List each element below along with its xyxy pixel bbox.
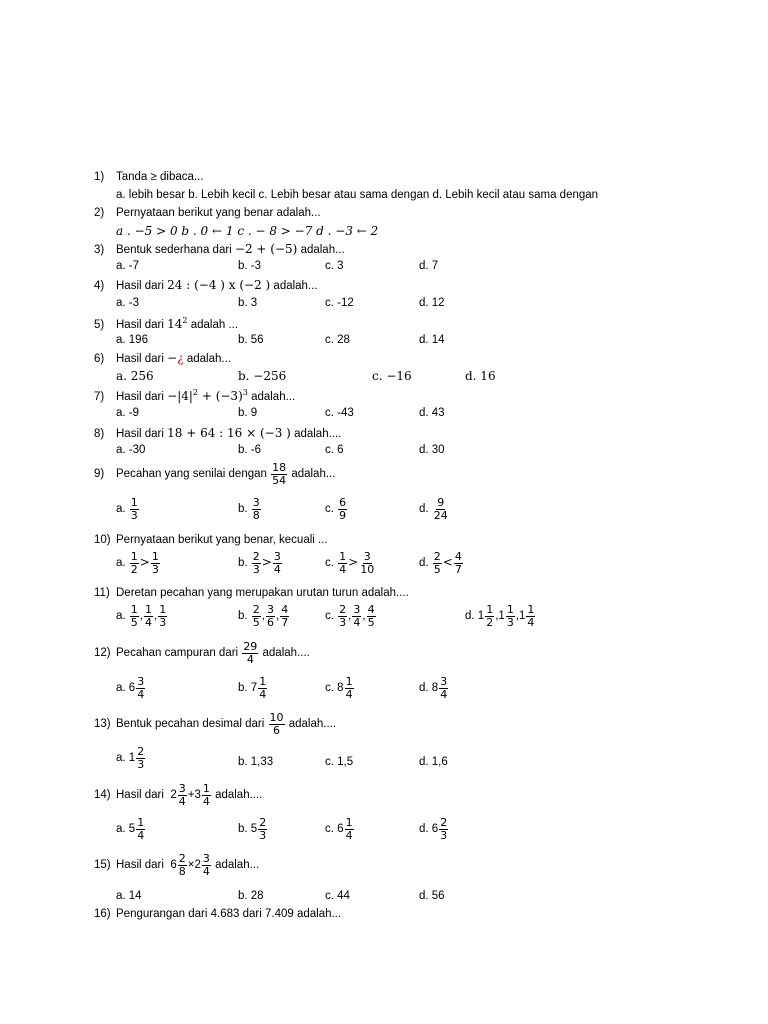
operator: > [261, 555, 272, 570]
numerator: 9 [437, 496, 445, 509]
option-letter: d. [419, 503, 429, 516]
fraction [178, 783, 187, 807]
question-number: 1) [94, 171, 105, 183]
fraction [269, 712, 285, 736]
math-expression: −2 + (−5) [234, 242, 298, 256]
fraction [367, 604, 376, 628]
option-c [325, 817, 355, 841]
option-c: c. 6 [325, 444, 344, 456]
fraction [258, 676, 267, 700]
whole-number: 5 [128, 823, 136, 836]
denominator: 4 [178, 794, 186, 808]
option-letter: a. [116, 752, 126, 765]
option-d: d. 1,6 [419, 756, 448, 768]
denominator: 7 [454, 562, 462, 576]
denominator: 4 [353, 615, 361, 629]
fraction [433, 551, 442, 575]
numerator: 4 [367, 603, 375, 616]
denominator: 9 [339, 508, 347, 522]
option-letter: c. [325, 823, 334, 836]
question-2 [94, 207, 321, 219]
question-text: Pecahan yang senilai dengan [116, 468, 267, 481]
question-6 [94, 351, 231, 365]
question-number: 10) [94, 534, 111, 546]
fraction [252, 604, 261, 628]
question-number: 14) [94, 789, 111, 802]
fraction [130, 497, 139, 521]
option-b: b. -3 [238, 260, 262, 272]
denominator: 4 [527, 615, 535, 629]
denominator: 3 [159, 615, 167, 629]
math-expression: 24 : (−4 ) x (−2 ) [167, 278, 271, 292]
denominator: 4 [339, 562, 347, 576]
math-expression: 18 + 64 : 16 × (−3 ) [167, 426, 291, 440]
numerator: 3 [252, 496, 260, 509]
numerator: 1 [506, 603, 514, 616]
denominator: 3 [130, 508, 138, 522]
numerator: 1 [202, 782, 210, 795]
question-text: adalah.... [294, 428, 342, 440]
denominator: 4 [137, 687, 145, 701]
fraction [526, 604, 535, 628]
operator: < [442, 555, 453, 570]
option-letter: d. [419, 823, 429, 836]
numerator: 3 [353, 603, 361, 616]
question-text: Hasil dari [116, 280, 164, 292]
question-15 [94, 853, 259, 877]
numerator: 10 [269, 711, 284, 724]
option-letter: a. [116, 503, 126, 516]
option-letter: c. [325, 503, 334, 516]
option-b [238, 551, 283, 575]
option-a: a. $\frac{1}{5}$ , $\frac{1}{4}$ , $\frac{1}{3}$ [116, 603, 167, 629]
denominator: 6 [273, 723, 281, 737]
fraction [136, 817, 145, 841]
whole-number: 8 [431, 682, 439, 695]
numerator: 6 [339, 496, 347, 509]
question-text: Hasil dari [116, 391, 164, 403]
question-number: 5) [94, 319, 105, 331]
option-letter: a. [116, 682, 126, 695]
whole-number: 1 [477, 610, 485, 623]
fraction [506, 604, 515, 628]
option-d [419, 817, 449, 841]
option-a: a. -3 [116, 297, 140, 309]
option-letter: d. [419, 557, 429, 570]
numerator: 3 [267, 603, 274, 616]
numerator: 4 [281, 603, 289, 616]
option-c: c. 28 [325, 334, 350, 346]
option-b: b. 3 [238, 297, 258, 309]
denominator: 3 [259, 828, 267, 842]
option-a [116, 817, 146, 841]
option-c [325, 551, 376, 575]
option-d: d. 12 [419, 297, 445, 309]
fraction [338, 604, 347, 628]
denominator: 4 [145, 615, 152, 629]
denominator: 4 [345, 687, 353, 701]
numerator: 1 [137, 816, 145, 829]
option-b: b. $\frac{2}{5}$ , $\frac{3}{6}$ , $\frac{4}{7}$ [238, 603, 289, 629]
question-text: adalah.... [288, 718, 337, 731]
question-text: adalah... [273, 280, 318, 292]
numerator: 29 [243, 640, 258, 653]
fraction [202, 853, 211, 877]
denominator: 4 [273, 562, 281, 576]
denominator: 4 [259, 687, 267, 701]
option-letter: a. [116, 823, 126, 836]
option-d: d. 43 [419, 407, 445, 419]
denominator: 4 [202, 864, 210, 878]
fraction [338, 497, 347, 521]
numerator: 1 [151, 550, 159, 563]
option-d: d. 14 [419, 334, 445, 346]
numerator: 1 [527, 603, 535, 616]
option-d [419, 551, 464, 575]
numerator: 1 [486, 603, 494, 616]
numerator: 2 [440, 816, 448, 829]
option-c: c. 1,5 [325, 756, 354, 768]
option-a: a. -7 [116, 260, 140, 272]
operator: > [348, 555, 359, 570]
question-5 [94, 316, 238, 331]
numerator: 1 [339, 550, 347, 563]
denominator: 3 [137, 757, 145, 771]
denominator: 7 [281, 615, 289, 629]
question-text: Deretan pecahan yang merupakan urutan turun adalah.... [116, 587, 409, 599]
question-text: adalah... [291, 468, 336, 481]
option-b: b. 56 [238, 334, 264, 346]
option-c [325, 676, 355, 700]
denominator: 4 [345, 828, 353, 842]
denominator: 54 [272, 473, 287, 487]
option-letter: b. [238, 682, 248, 695]
whole-number: 7 [250, 682, 258, 695]
fraction [359, 551, 375, 575]
question-3 [94, 242, 345, 256]
expr-part: −|4| [167, 389, 193, 403]
fraction [151, 551, 160, 575]
numerator: 2 [137, 745, 145, 758]
question-number: 6) [94, 353, 105, 365]
denominator: 5 [433, 562, 441, 576]
option-letter: c. [325, 557, 334, 570]
question-10 [94, 534, 328, 546]
question-text: Hasil dari [116, 428, 164, 440]
option-letter: b. [238, 557, 248, 570]
question-4 [94, 278, 318, 292]
denominator: 5 [252, 615, 260, 629]
numerator: 2 [433, 550, 441, 563]
denominator: 8 [252, 508, 260, 522]
denominator: 8 [178, 864, 186, 878]
fraction [178, 853, 187, 877]
question-number: 8) [94, 428, 105, 440]
fraction [258, 817, 267, 841]
option-c [325, 497, 348, 521]
numerator: 3 [202, 852, 210, 865]
denominator: 4 [440, 687, 448, 701]
denominator: 2 [486, 615, 494, 629]
numerator: 3 [137, 675, 145, 688]
fraction [439, 676, 448, 700]
denominator: 2 [130, 562, 138, 576]
question-number: 9) [94, 468, 105, 481]
option-c: c. 44 [325, 890, 350, 902]
option-b: b. 9 [238, 407, 258, 419]
option-a: a. -30 [116, 444, 146, 456]
question-text: Tanda ≥ dibaca... [116, 171, 204, 183]
operator: + [187, 789, 195, 802]
fraction [130, 604, 139, 628]
fraction [454, 551, 463, 575]
fraction [338, 551, 347, 575]
question-12 [94, 641, 310, 665]
fraction [345, 676, 354, 700]
option-c: c. −16 [372, 369, 412, 383]
option-b: b. 28 [238, 890, 264, 902]
numerator: 1 [345, 675, 353, 688]
whole-number: 1 [128, 752, 136, 765]
option-c: c. -43 [325, 407, 354, 419]
question-text: Pengurangan dari 4.683 dari 7.409 adalah... [116, 908, 342, 920]
denominator: 3 [252, 562, 260, 576]
numerator: 2 [178, 852, 186, 865]
option-letter: b. [238, 503, 248, 516]
option-c: c. $\frac{2}{3}$ , $\frac{3}{4}$ , $\frac{4}{5}$ [325, 603, 375, 629]
denominator: 6 [267, 615, 274, 629]
whole-number: 6 [431, 823, 439, 836]
fraction [252, 551, 261, 575]
numerator: 4 [454, 550, 462, 563]
option-b: b. −256 [238, 369, 287, 383]
options-line: a . −5 > 0 b . 0 ← 1 c . − 8 > −7 d . −3 ← 2 [116, 224, 379, 238]
expr-exponent: 3 [242, 388, 248, 397]
question-11 [94, 587, 409, 599]
denominator: 24 [433, 508, 448, 522]
numerator: 2 [252, 550, 260, 563]
option-c: c. -12 [325, 297, 354, 309]
fraction [242, 641, 258, 665]
fraction [433, 497, 449, 521]
fraction [271, 462, 287, 486]
option-d [419, 497, 450, 521]
option-letter: b. [238, 610, 248, 623]
fraction [273, 551, 282, 575]
numerator: 3 [440, 675, 448, 688]
question-1 [94, 171, 204, 183]
fraction [280, 604, 289, 628]
question-number: 7) [94, 391, 105, 403]
question-text: adalah... [300, 244, 345, 256]
question-14 [94, 783, 262, 807]
question-text: Bentuk pecahan desimal dari [116, 718, 265, 731]
option-b: b. -6 [238, 444, 262, 456]
denominator: 5 [367, 615, 375, 629]
question-13 [94, 712, 336, 736]
expr-exponent: 2 [192, 388, 199, 397]
question-text: Hasil dari [116, 353, 164, 365]
option-letter: b. [238, 823, 248, 836]
option-letter: a. [116, 610, 126, 623]
whole-number: 1 [519, 610, 526, 623]
option-b [238, 497, 262, 521]
fraction [439, 817, 448, 841]
fraction [136, 746, 145, 770]
operator: × [187, 859, 195, 872]
question-9 [94, 462, 335, 486]
fraction [202, 783, 211, 807]
option-d: d. 1 $\frac{1}{2}$ ,1 $\frac{1}{3}$ ,1 $\frac{1}{4}$ [465, 603, 535, 629]
numerator: 1 [145, 603, 152, 616]
math-expression [167, 389, 248, 403]
numerator: 3 [178, 782, 186, 795]
option-a [116, 746, 146, 770]
fraction [144, 604, 153, 628]
option-d: d. 30 [419, 444, 445, 456]
question-number: 12) [94, 647, 111, 660]
question-number: 11) [94, 587, 110, 599]
question-text: adalah ... [190, 319, 239, 331]
fraction [345, 817, 354, 841]
denominator: 3 [151, 562, 159, 576]
numerator: 2 [259, 816, 267, 829]
option-letter: a. [116, 557, 126, 570]
operator: > [139, 555, 150, 570]
options-line: a. lebih besar b. Lebih kecil c. Lebih besar atau sama dengan d. Lebih kecil atau sama dengan [116, 189, 599, 201]
expr-part: + (−3) [198, 389, 243, 403]
math-expression: − [167, 351, 178, 365]
numerator: 2 [252, 603, 260, 616]
fraction [252, 497, 261, 521]
option-a: a. 14 [116, 890, 142, 902]
option-a: a. 256 [116, 369, 154, 383]
option-b: b. 1,33 [238, 756, 274, 768]
numerator: 1 [345, 816, 353, 829]
question-text: Hasil dari [116, 859, 164, 872]
option-letter: d. [465, 610, 475, 623]
numerator: 3 [363, 550, 371, 563]
fraction [352, 604, 361, 628]
question-7 [94, 388, 295, 403]
expr-base: 14 [167, 317, 183, 331]
question-text: adalah.... [262, 647, 310, 660]
whole-number: 6 [128, 682, 136, 695]
whole-number: 6 [170, 859, 177, 872]
broken-symbol: ¿ [177, 351, 184, 365]
option-d: d. 7 [419, 260, 439, 272]
question-number: 16) [94, 908, 111, 920]
denominator: 4 [137, 828, 145, 842]
question-text: Hasil dari [116, 789, 164, 802]
denominator: 5 [130, 615, 138, 629]
numerator: 3 [273, 550, 281, 563]
whole-number: 3 [194, 789, 201, 802]
whole-number: 8 [337, 682, 344, 695]
denominator: 3 [440, 828, 448, 842]
numerator: 1 [130, 550, 138, 563]
option-d: d. 16 [465, 369, 496, 383]
whole-number: 5 [250, 823, 258, 836]
question-text: adalah... [251, 391, 296, 403]
numerator: 1 [159, 603, 167, 616]
question-text: Bentuk sederhana dari [116, 244, 232, 256]
numerator: 1 [130, 603, 138, 616]
option-b [238, 817, 268, 841]
question-number: 15) [94, 859, 111, 872]
question-number: 3) [94, 244, 105, 256]
fraction [266, 604, 275, 628]
fraction [158, 604, 167, 628]
question-text: Hasil dari [116, 319, 164, 331]
question-text: Pernyataan berikut yang benar, kecuali ... [116, 534, 328, 546]
numerator: 1 [259, 675, 267, 688]
question-8 [94, 426, 341, 440]
option-a [116, 497, 140, 521]
expr-exponent: 2 [182, 316, 188, 325]
option-letter: c. [325, 610, 334, 623]
numerator: 1 [130, 496, 138, 509]
denominator: 10 [360, 562, 375, 576]
math-expression [167, 317, 187, 331]
question-text: Pernyataan berikut yang benar adalah... [116, 207, 321, 219]
numerator: 2 [339, 603, 347, 616]
option-c: c. 3 [325, 260, 344, 272]
whole-number: 2 [194, 859, 201, 872]
denominator: 3 [339, 615, 347, 629]
option-a: a. 196 [116, 334, 148, 346]
question-text: adalah... [215, 859, 260, 872]
question-16 [94, 908, 341, 920]
whole-number: 1 [498, 610, 505, 623]
whole-number: 6 [337, 823, 344, 836]
option-b [238, 676, 268, 700]
question-number: 2) [94, 207, 105, 219]
whole-number: 2 [170, 789, 177, 802]
option-a [116, 676, 146, 700]
question-number: 13) [94, 718, 111, 731]
option-a [116, 551, 161, 575]
fraction [485, 604, 494, 628]
option-d [419, 676, 449, 700]
question-number: 4) [94, 280, 105, 292]
fraction [130, 551, 139, 575]
option-letter: d. [419, 682, 429, 695]
denominator: 4 [246, 652, 254, 666]
question-text: adalah.... [215, 789, 263, 802]
denominator: 4 [202, 794, 210, 808]
option-letter: c. [325, 682, 334, 695]
option-a: a. -9 [116, 407, 140, 419]
fraction [136, 676, 145, 700]
option-d: d. 56 [419, 890, 445, 902]
question-text: Pecahan campuran dari [116, 647, 239, 660]
numerator: 18 [272, 461, 287, 474]
question-text: adalah... [186, 353, 231, 365]
denominator: 3 [506, 615, 514, 629]
